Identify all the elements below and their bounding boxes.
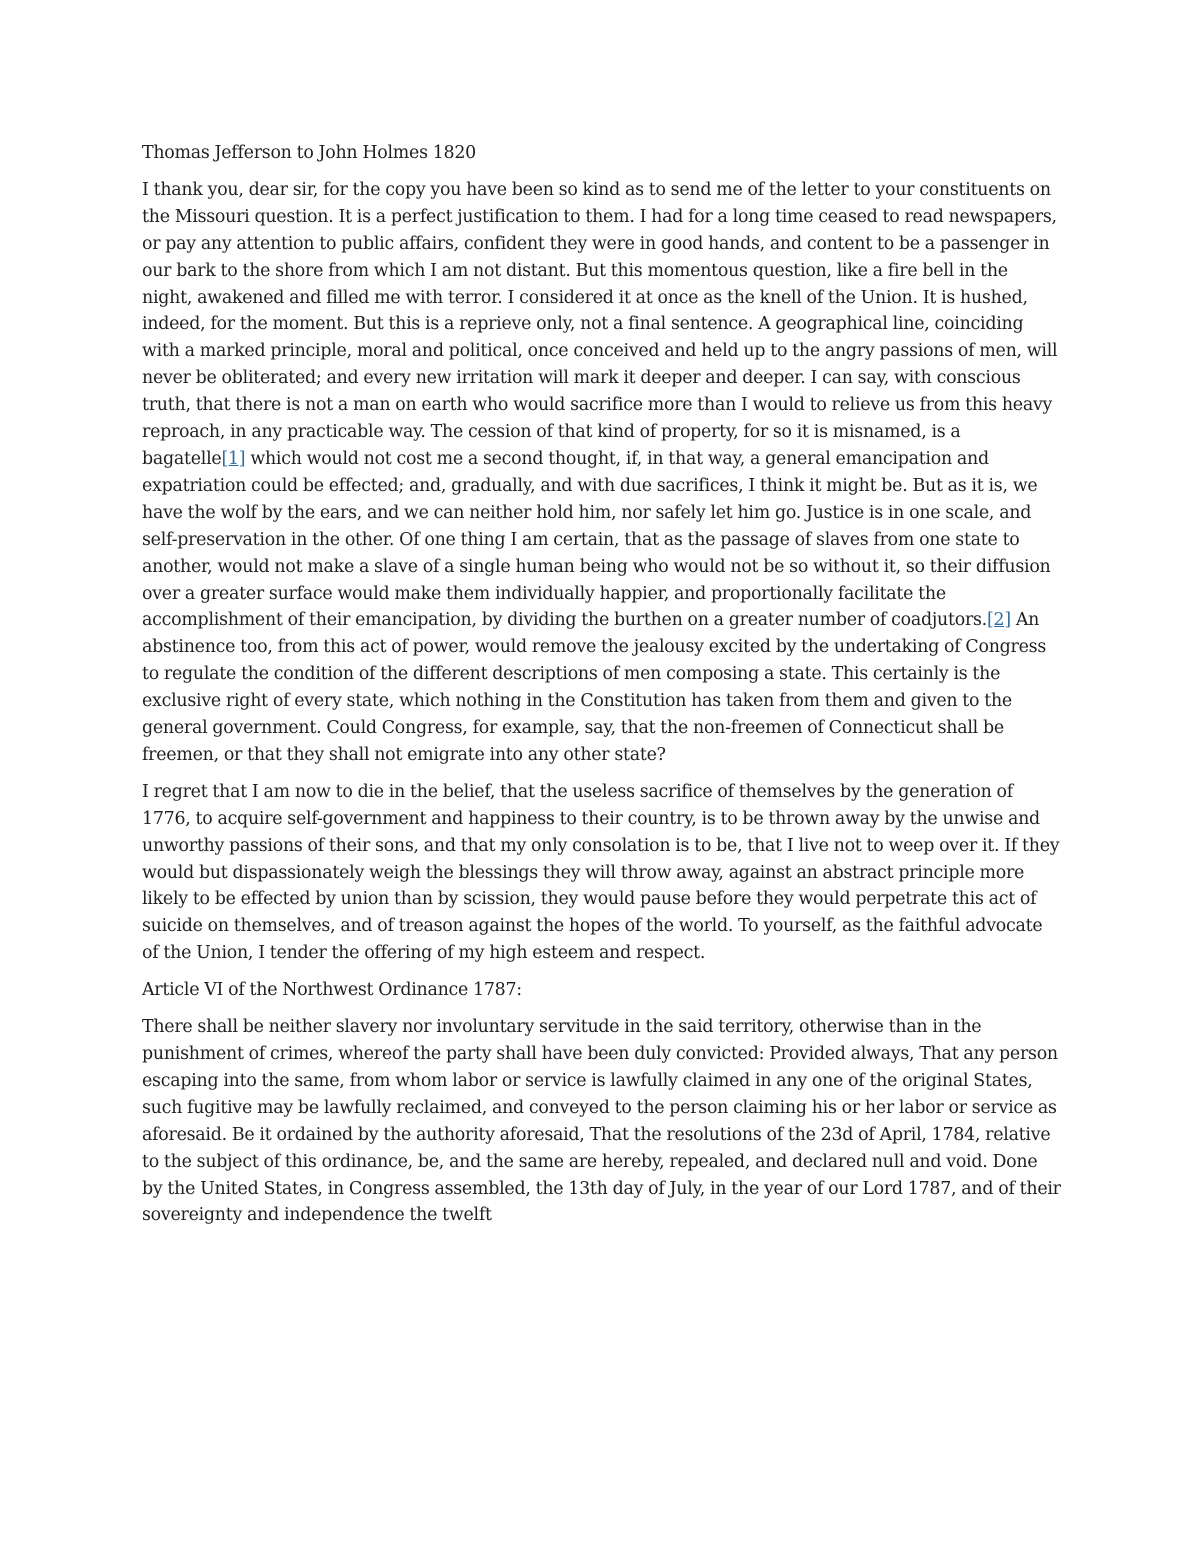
ordinance-heading: Article VI of the Northwest Ordinance 1787: (142, 980, 522, 1001)
letter-paragraph-1-part-b: which would not cost me a second thought, if, in that way, a general emancipation and expatriation could be effected; and, gradually, and with due sacrifices, I think it might be. But as it is, we have the wolf by the ears, and we can neither hold him, nor safely let him go. Justice is in one scale, and self-preservation in the other. Of one thing I am certain, that as the passage of slaves from one state to another, would not make a slave of a single human being who would not be so without it, so their diffusion over a greater surface would make them individually happier, and proportionally facilitate the accomplishment of their emancipation, by dividing the burthen on a greater number of coadjutors. (142, 448, 1051, 631)
letter-paragraph-1-part-a: I thank you, dear sir, for the copy you have been so kind as to send me of the letter to your constituents on the Missouri question. It is a perfect justification to them. I had for a long time ceased to read newspapers, or pay any attention to public affairs, confident they were in good hands, and content to be a passenger in our bark to the shore from which I am not distant. But this momentous question, like a fire bell in the night, awakened and filled me with terror. I considered it at once as the knell of the Union. It is hushed, indeed, for the moment. But this is a reprieve only, not a final sentence. A geographical line, coinciding with a marked principle, moral and political, once conceived and held up to the angry passions of men, will never be obliterated; and every new irritation will mark it deeper and deeper. I can say, with conscious truth, that there is not a man on earth who would sacrifice more than I would to relieve us from this heavy reproach, in any practicable way. The cession of that kind of property, for so it is misnamed, is a bagatelle (142, 179, 1058, 469)
footnote-1-link[interactable]: [1] (221, 448, 246, 469)
footnote-2-link[interactable]: [2] (986, 610, 1011, 631)
letter-paragraph-1 (142, 177, 1062, 769)
document-title: Thomas Jefferson to John Holmes 1820 (142, 143, 476, 163)
letter-paragraph-2: I regret that I am now to die in the belief, that the useless sacrifice of themselves by the generation of 1776, to acquire self-government and happiness to their country, is to be thrown away by the unwise and unworthy passions of their sons, and that my only consolation is to be, that I live not to weep over it. If they would but dispassionately weigh the blessings they will throw away, against an abstract principle more likely to be effected by union than by scission, they would pause before they would perpetrate this act of suicide on themselves, and of treason against the hopes of the world. To yourself, as the faithful advocate of the Union, I tender the offering of my high esteem and respect. (142, 781, 1060, 964)
ordinance-text: There shall be neither slavery nor involuntary servitude in the said territory, otherwise than in the punishment of crimes, whereof the party shall have been duly convicted: Provided always, That any person escaping into the same, from whom labor or service is lawfully claimed in any one of the original States, such fugitive may be lawfully reclaimed, and conveyed to the person claiming his or her labor or service as aforesaid. Be it ordained by the authority aforesaid, That the resolutions of the 23d of April, 1784, relative to the subject of this ordinance, be, and the same are hereby, repealed, and declared null and void. Done by the United States, in Congress assembled, the 13th day of July, in the year of our Lord 1787, and of their sovereignty and independence the twelft (142, 1017, 1061, 1226)
letter-paragraph-1-part-c: An abstinence too, from this act of power, would remove the jealousy excited by the undertaking of Congress to regulate the condition of the different descriptions of men composing a state. This certainly is the exclusive right of every state, which nothing in the Constitution has taken from them and given to the general government. Could Congress, for example, say, that the non-freemen of Connecticut shall be freemen, or that they shall not emigrate into any other state? (142, 610, 1046, 765)
document-page (142, 140, 1062, 1239)
